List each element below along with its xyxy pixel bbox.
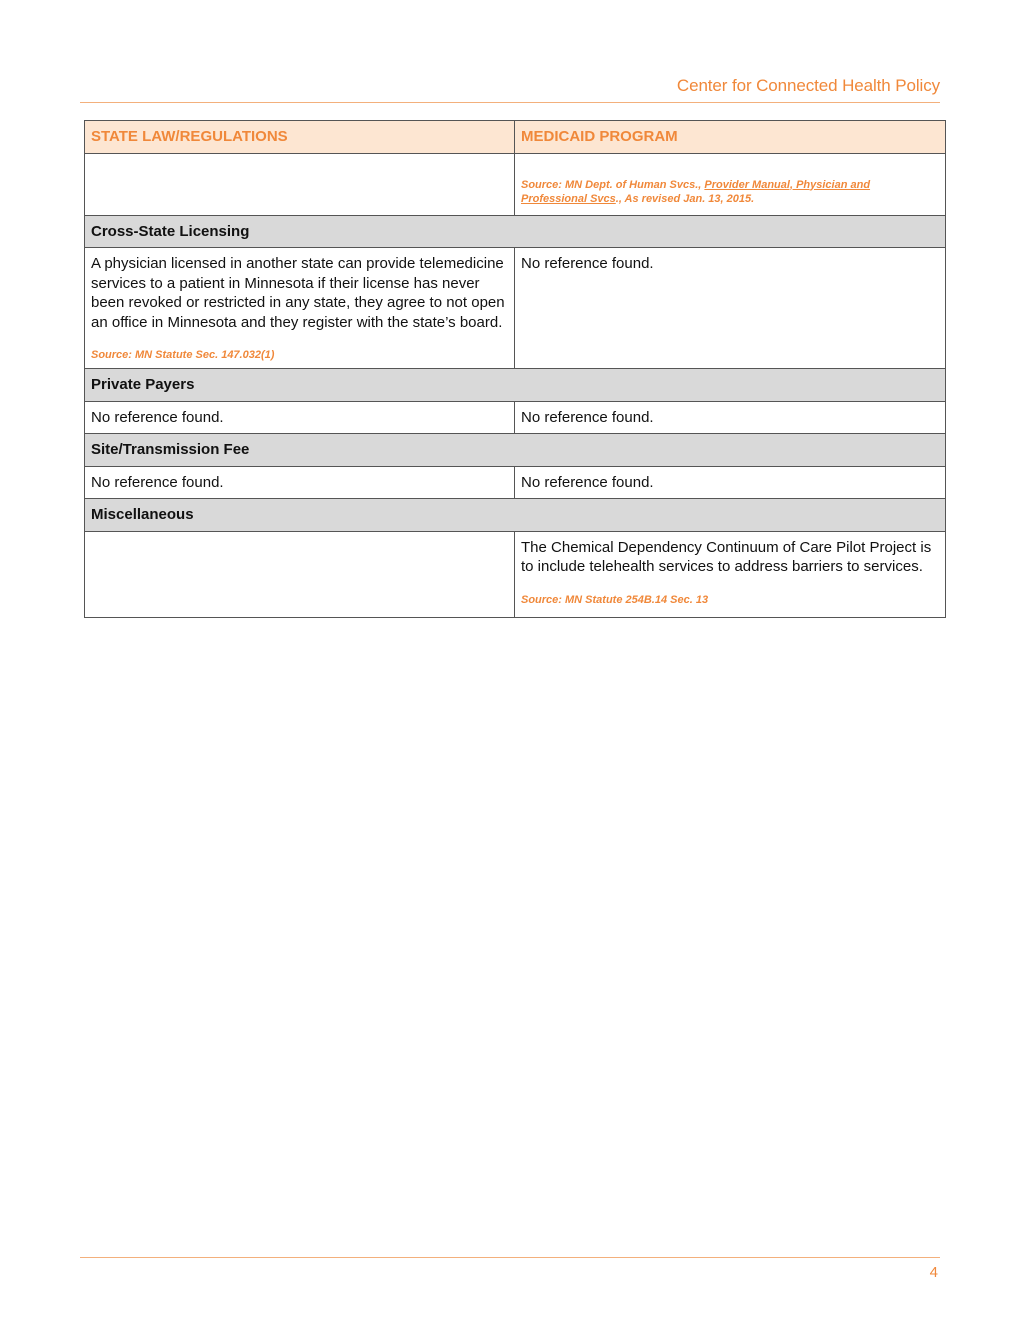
section-title: Site/Transmission Fee — [85, 434, 946, 467]
source-prefix: Source: MN Dept. of Human Svcs., — [521, 178, 705, 191]
header-divider — [80, 102, 940, 103]
policy-table — [84, 120, 946, 618]
section-title: Miscellaneous — [85, 499, 946, 532]
medicaid-source — [521, 178, 939, 206]
state-law-cell: No reference found. — [85, 466, 515, 499]
section-title: Cross-State Licensing — [85, 215, 946, 248]
provider-manual-link[interactable]: Provider Manual, Physician and Professional Svcs — [521, 178, 871, 205]
col-header-medicaid: MEDICAID PROGRAM — [515, 121, 946, 154]
section-row-miscellaneous — [85, 499, 946, 532]
state-law-cell: No reference found. — [85, 401, 515, 434]
page-number: 4 — [929, 1264, 938, 1281]
state-law-source: Source: MN Statute Sec. 147.032(1) — [91, 349, 275, 361]
section-title: Private Payers — [85, 369, 946, 402]
section-row-site-transmission-fee — [85, 434, 946, 467]
medicaid-cell — [515, 153, 946, 215]
document-header-org: Center for Connected Health Policy — [676, 76, 940, 95]
medicaid-text: The Chemical Dependency Continuum of Care Pilot Project is to include telehealth services to address barriers to services. — [521, 538, 932, 575]
medicaid-cell: No reference found. — [515, 401, 946, 434]
section-row-private-payers — [85, 369, 946, 402]
col-header-state-law: STATE LAW/REGULATIONS — [85, 121, 515, 154]
table-header-row — [85, 121, 946, 154]
table-row — [85, 466, 946, 499]
table-row — [85, 531, 946, 617]
footer-divider — [80, 1257, 940, 1258]
table-row — [85, 153, 946, 215]
table-row — [85, 401, 946, 434]
section-row-cross-state-licensing — [85, 215, 946, 248]
medicaid-source: Source: MN Statute 254B.14 Sec. 13 — [521, 593, 709, 606]
source-suffix: ., As revised Jan. 13, 2015. — [615, 192, 755, 205]
state-law-text: A physician licensed in another state can provide telemedicine services to a patient in Minnesota if their license has never been revoked or restricted in any state, they agree to not open an office in Minnesota and they register with the state’s board. — [91, 255, 505, 331]
state-law-cell — [85, 153, 515, 215]
state-law-cell — [85, 248, 515, 369]
medicaid-cell: No reference found. — [515, 248, 946, 369]
table-row — [85, 248, 946, 369]
state-law-cell — [85, 531, 515, 617]
medicaid-cell — [515, 531, 946, 617]
medicaid-cell: No reference found. — [515, 466, 946, 499]
